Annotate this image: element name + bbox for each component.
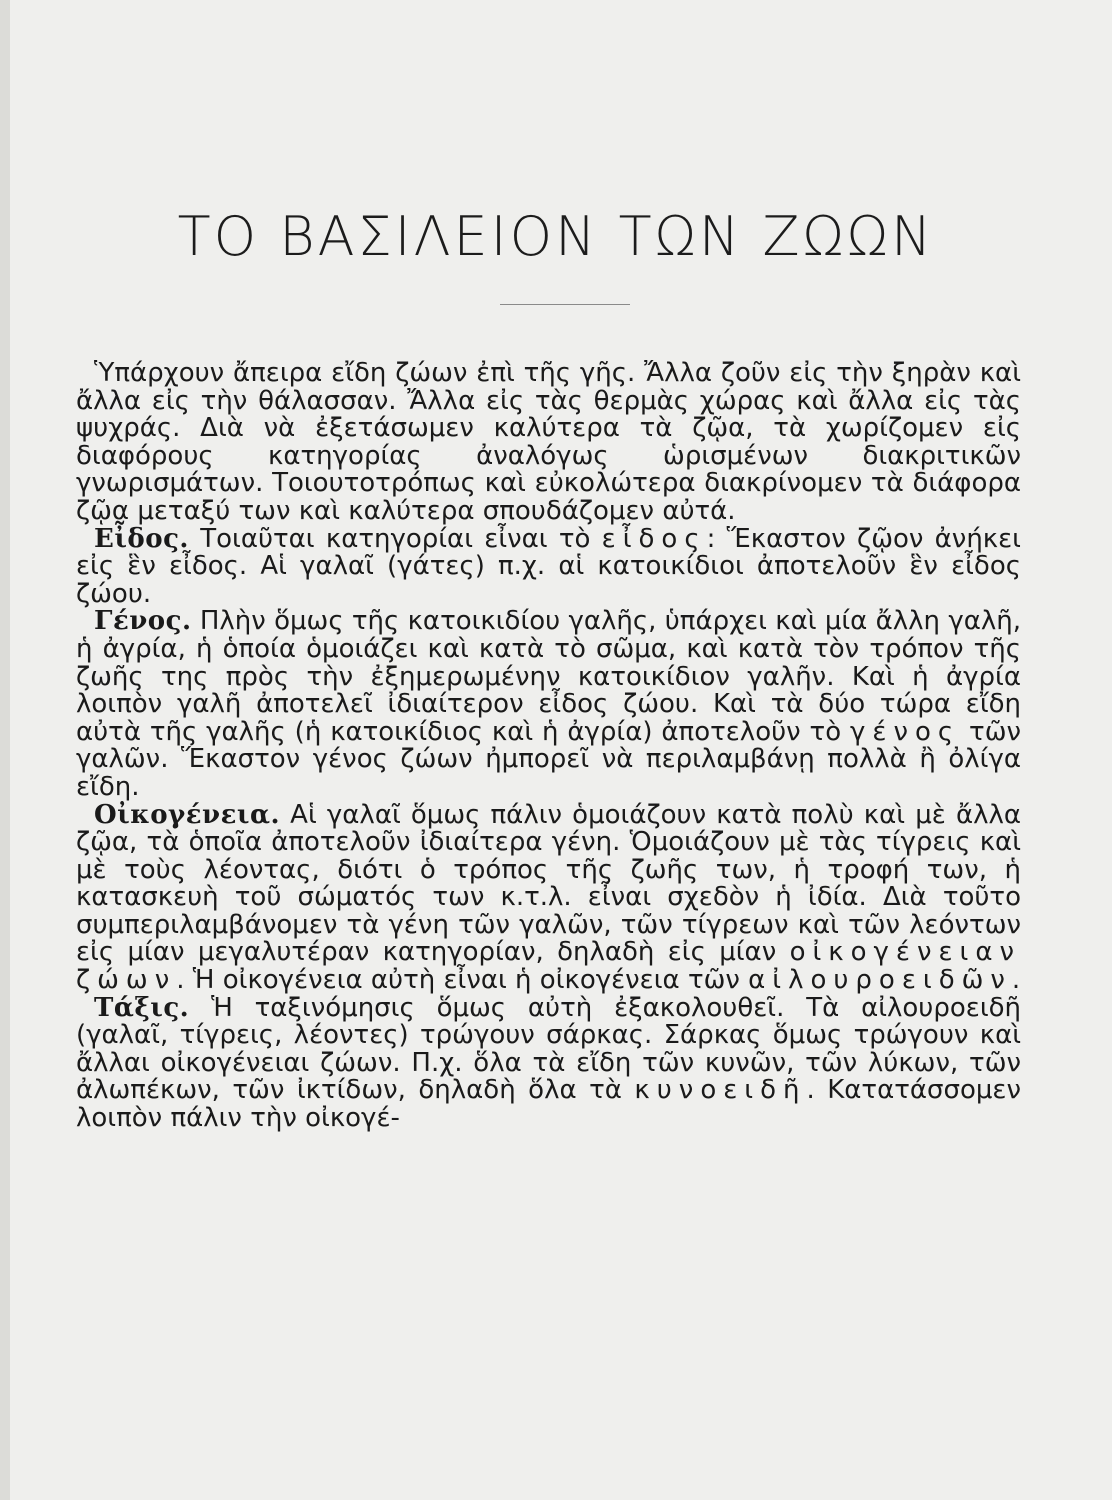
- chapter-title: ΤΟ ΒΑΣΙΛΕΙΟΝ ΤΩΝ ΖΩΩΝ: [177, 205, 935, 268]
- title-divider: [500, 304, 630, 305]
- paragraph-intro: Ὑπάρχουν ἄπειρα εἴδη ζώων ἐπὶ τῆς γῆς. Ἄλλα ζοῦν εἰς τὴν ξηρὰν καὶ ἄλλα εἰς τὴν θάλασσαν. Ἄλλα εἰς τὰς θερμὰς χώρας καὶ ἄλλα εἰς τὰς ψυχράς. Διὰ νὰ ἐξετάσωμεν καλύτερα τὰ ζῷα, τὰ χωρίζομεν εἰς διαφόρους κατηγορίας ἀναλόγως ὡρισμένων διακριτικῶν γνωρισμάτων. Τοιουτοτρόπως καὶ εὐκολώτερα διακρίνομεν τὰ διάφορα ζῷα μεταξύ των καὶ καλύτερα σπουδάζομεν αὐτά.: [76, 358, 1021, 526]
- taxis-text-2: . Κατατάσσομεν λοιπὸν πάλιν τὴν οἰκογέ-: [76, 1075, 1021, 1134]
- eidos-text-1: Τοιαῦται κατηγορίαι εἶναι τὸ: [188, 523, 602, 554]
- oikogeneia-text-1: Αἱ γαλαῖ ὅμως πάλιν ὁμοιάζουν κατὰ πολὺ καὶ μὲ ἄλλα ζῷα, τὰ ὁποῖα ἀποτελοῦν ἰδιαίτερα γένη. Ὁμοιάζουν μὲ τὰς τίγρεις καὶ μὲ τοὺς λέοντας, διότι ὁ τρόπος τῆς ζωῆς των, ἡ τροφή των, ἡ κατασκευὴ τοῦ σώματός των κ.τ.λ. εἶναι σχεδὸν ἡ ἰδία. Διὰ τοῦτο συμπεριλαμβάνομεν τὰ γένη τῶν γαλῶν, τῶν τίγρεων καὶ τῶν λεόντων εἰς μίαν μεγαλυτέραν κατηγορίαν, δηλαδὴ εἰς μίαν: [76, 799, 1021, 968]
- paragraph-taxis: [76, 992, 1021, 1134]
- heading-eidos: Εἶδος.: [94, 523, 189, 554]
- eidos-text-2: : Ἕκαστον ζῷον ἀνήκει εἰς ἓν εἶδος. Αἱ γαλαῖ (γάτες) π.χ. αἱ κατοικίδιοι ἀποτελοῦν ἓν εἶδος ζώου.: [76, 523, 1021, 609]
- genos-text-2: τῶν γαλῶν. Ἕκαστον γένος ζώων ἠμπορεῖ νὰ περιλαμβάνῃ πολλὰ ἢ ὀλίγα εἴδη.: [76, 716, 1021, 802]
- oikogeneia-text-2: . Ἡ οἰκογένεια αὐτὴ εἶναι ἡ οἰκογένεια τῶν: [176, 965, 749, 996]
- kynoeidi-term: κυνοειδῆ: [634, 1075, 807, 1106]
- ailouroeidon-term: αἰλουροειδῶν: [748, 965, 1012, 996]
- heading-genos: Γένος.: [94, 606, 192, 637]
- eidos-term: εἶδος: [601, 523, 707, 554]
- heading-taxis: Τάξις.: [94, 992, 190, 1023]
- paragraph-eidos: [76, 523, 1021, 609]
- heading-oikogeneia: Οἰκογένεια.: [94, 799, 281, 830]
- paragraph-genos: [76, 608, 1021, 801]
- genos-term: γένος: [850, 716, 961, 747]
- genos-text-1: Πλὴν ὅμως τῆς κατοικιδίου γαλῆς, ὑπάρχει καὶ μία ἄλλη γαλῆ, ἡ ἀγρία, ἡ ὁποία ὁμοιάζει καὶ κατὰ τὸ σῶμα, καὶ κατὰ τὸν τρόπον τῆς ζωῆς της πρὸς τὴν ἐξημερωμένην κατοικίδιον γαλῆν. Καὶ ἡ ἀγρία λοιπὸν γαλῆ ἀποτελεῖ ἰδιαίτερον εἶδος ζώου. Καὶ τὰ δύο τώρα εἴδη αὐτὰ τῆς γαλῆς (ἡ κατοικίδιος καὶ ἡ ἀγρία) ἀποτελοῦν τὸ: [76, 606, 1021, 747]
- oikogeneia-term: οἰκογένειαν ζώων: [76, 937, 1021, 996]
- body-text: [76, 360, 1021, 1133]
- oikogeneia-text-3: .: [1011, 965, 1021, 996]
- taxis-text-1: Ἡ ταξινόμησις ὅμως αὐτὴ ἐξακολουθεῖ. Τὰ αἰλουροειδῆ (γαλαῖ, τίγρεις, λέοντες) τρώγουν σάρκας. Σάρκας ὅμως τρώγουν καὶ ἄλλαι οἰκογένειαι ζώων. Π.χ. ὅλα τὰ εἴδη τῶν κυνῶν, τῶν λύκων, τῶν ἀλωπέκων, τῶν ἰκτίδων, δηλαδὴ ὅλα τὰ: [76, 992, 1021, 1106]
- paragraph-oikogeneia: [76, 799, 1021, 996]
